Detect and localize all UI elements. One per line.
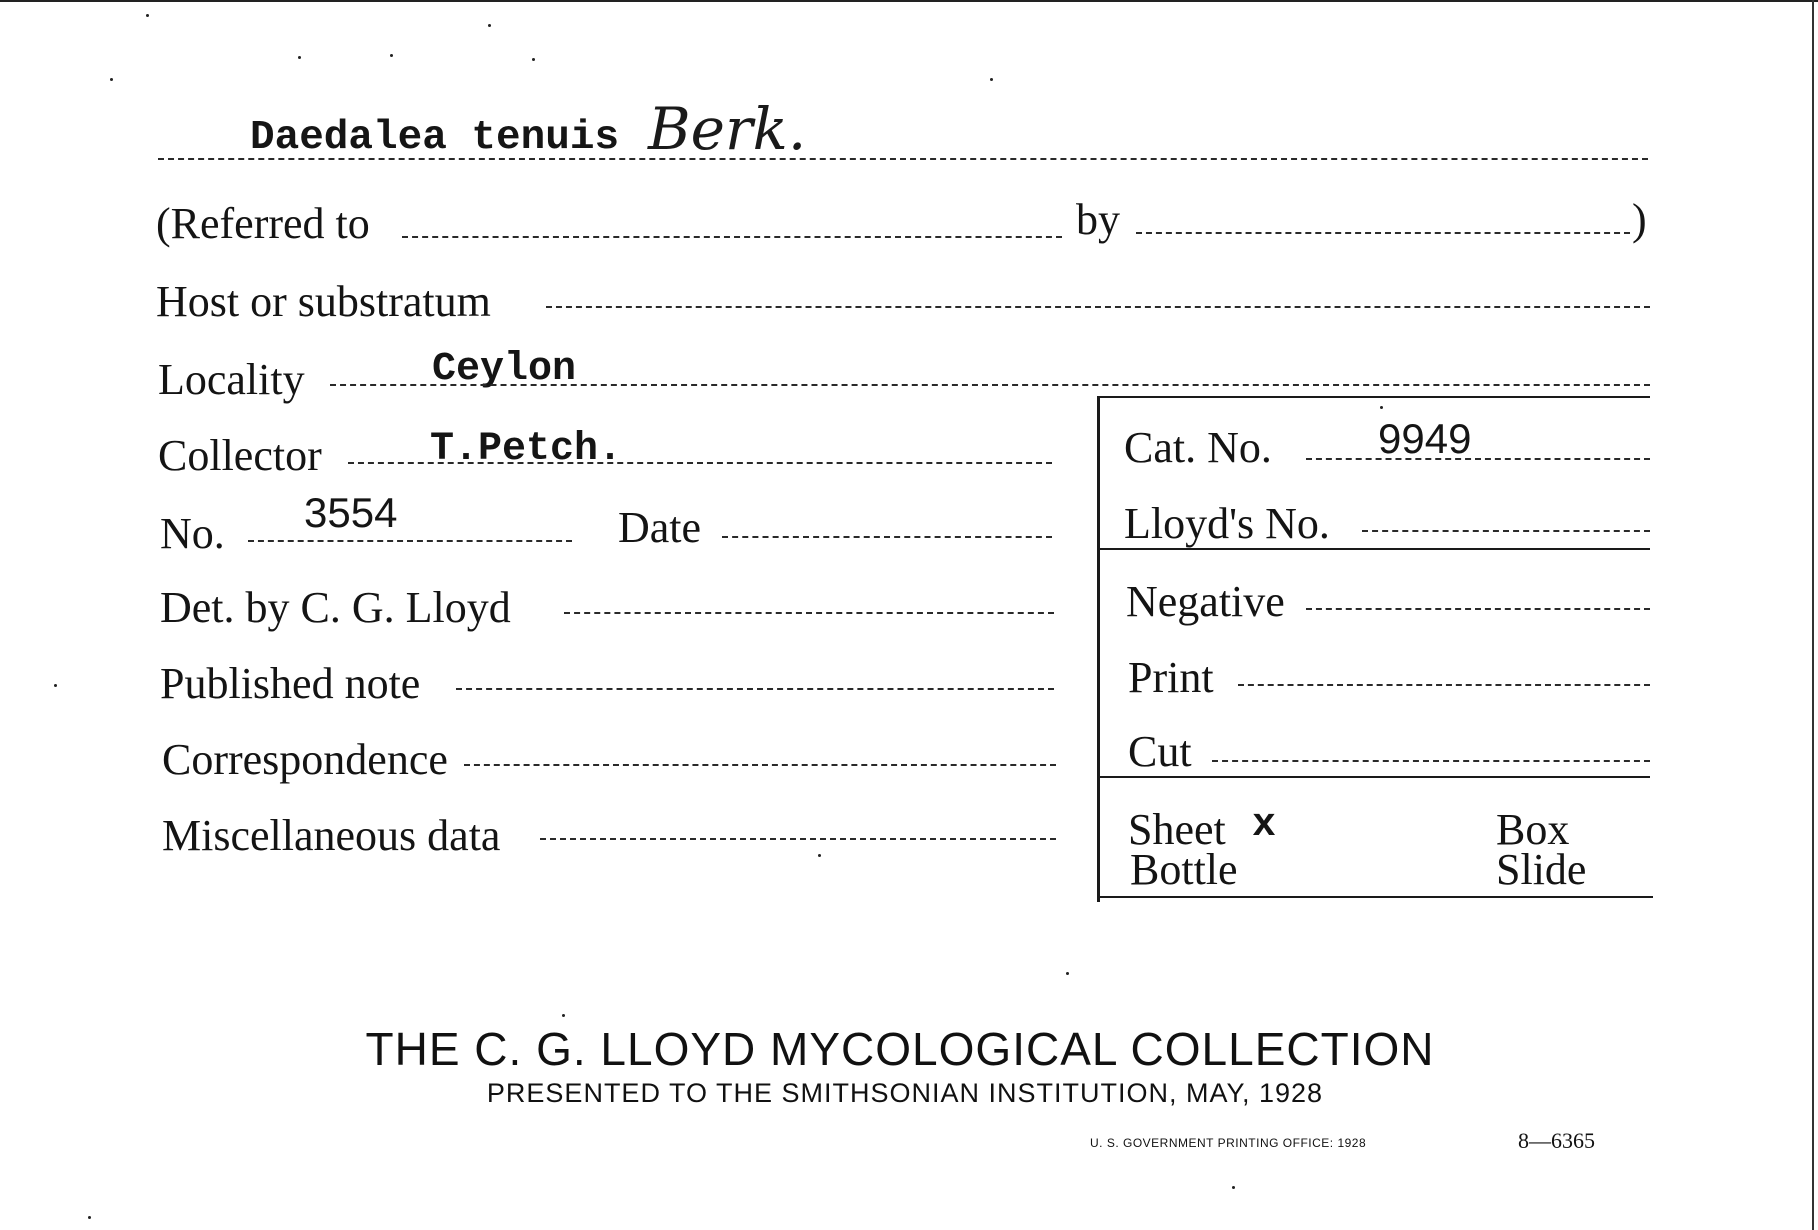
dust-speck [818,854,821,857]
dust-speck [1232,1186,1235,1189]
collection-title: THE C. G. LLOYD MYCOLOGICAL COLLECTION [365,1023,1435,1075]
referred-to-label: (Referred to [156,199,370,248]
dust-speck [532,58,535,61]
collector-value: T.Petch. [430,427,623,472]
date-line [722,536,1052,538]
correspondence-line [464,764,1056,766]
dust-speck [146,14,149,17]
collection-subtitle: PRESENTED TO THE SMITHSONIAN INSTITUTION, MAY, 1928 [486,1078,1324,1108]
lloyds-no-line [1362,530,1650,532]
dust-speck [990,78,993,81]
cat-no-label: Cat. No. [1124,423,1272,472]
dust-speck [298,56,301,59]
locality-value: Ceylon [432,347,577,392]
form-code: 8—6365 [1518,1128,1595,1153]
species-line [158,158,1648,160]
dust-speck [110,78,113,81]
box-top-border [1100,396,1650,398]
misc-data-label: Miscellaneous data [162,811,501,860]
date-label: Date [618,503,702,552]
slide-label: Slide [1496,845,1587,894]
lloyds-no-label: Lloyd's No. [1124,499,1330,548]
number-label: No. [160,509,225,558]
card-right-edge [1812,0,1814,1230]
host-label: Host or substratum [156,277,491,326]
published-note-label: Published note [160,659,421,708]
printer-imprint: U. S. GOVERNMENT PRINTING OFFICE: 1928 [1090,1136,1367,1150]
dust-speck [390,54,393,57]
box-bottom-border [1100,896,1653,898]
by-label: by [1076,195,1120,244]
card-top-edge [0,0,1818,2]
dust-speck [54,684,57,687]
dust-speck [488,24,491,27]
dust-speck [1380,406,1383,409]
negative-line [1306,608,1650,610]
box-left-border [1097,396,1100,902]
species-authority: Berk. [648,95,807,163]
misc-data-line [540,838,1056,840]
locality-line [330,384,1650,386]
sheet-label: Sheet [1128,805,1226,854]
print-label: Print [1128,653,1214,702]
number-value: 3554 [304,489,398,536]
print-line [1238,684,1650,686]
referred-close-paren: ) [1632,195,1647,244]
cat-no-value: 9949 [1378,415,1472,462]
det-by-label: Det. by C. G. Lloyd [160,583,511,632]
cut-line [1212,760,1650,762]
negative-label: Negative [1126,577,1285,626]
published-note-line [456,688,1054,690]
collector-line [348,462,1052,464]
cat-no-line [1306,458,1650,460]
sheet-checkmark: x [1252,803,1277,848]
correspondence-label: Correspondence [162,735,448,784]
dust-speck [1066,972,1069,975]
by-line [1136,232,1630,234]
referred-to-line [402,236,1062,238]
host-line [546,306,1650,308]
dust-speck [562,1014,565,1017]
locality-label: Locality [158,355,305,404]
number-line [248,540,572,542]
box-divider-2 [1100,776,1650,778]
box-type-label: Box [1496,805,1570,854]
dust-speck [88,1216,91,1219]
bottle-label: Bottle [1130,845,1238,894]
box-divider-1 [1100,548,1650,550]
collector-label: Collector [158,431,322,480]
det-by-line [564,612,1054,614]
cut-label: Cut [1128,727,1192,776]
species-name: Daedalea tenuis [250,115,620,161]
